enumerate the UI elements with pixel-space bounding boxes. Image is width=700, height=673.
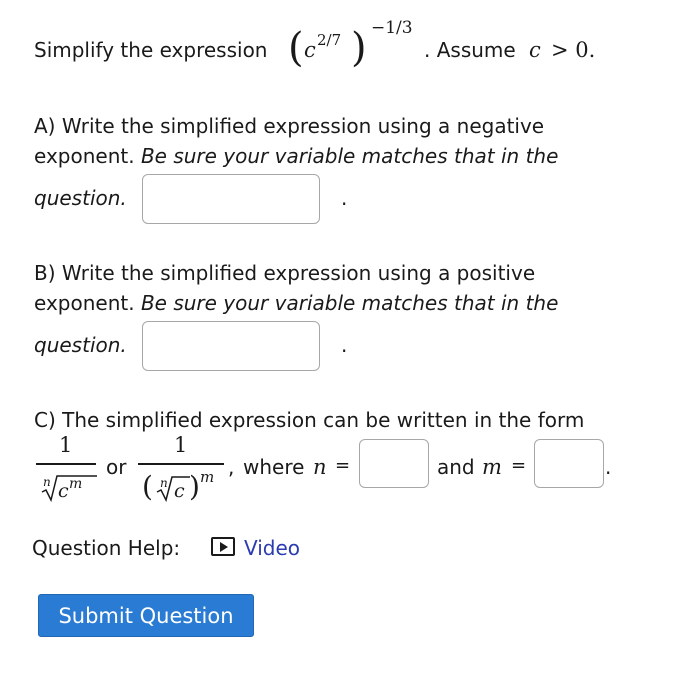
fraction1-bar (36, 463, 96, 465)
fraction2-open-paren: ( (142, 470, 153, 503)
close-paren: ) (351, 25, 367, 71)
inner-exponent: 2/7 (317, 31, 342, 49)
part-c-line1: C) The simplified expression can be written in the form (34, 408, 585, 432)
question-help-label: Question Help: (32, 536, 181, 560)
assume-variable: c (529, 38, 541, 62)
part-b-question-word: question. (34, 333, 127, 357)
part-a-exponent-text: exponent. (34, 144, 141, 168)
part-a-question-word: question. (34, 186, 127, 210)
base-variable: c (304, 38, 316, 62)
fraction1-radicand-exponent: m (69, 476, 83, 492)
where-text: where (243, 455, 305, 479)
assume-relation: > 0. (551, 38, 596, 62)
or-text: or (106, 455, 127, 479)
play-icon[interactable] (211, 537, 235, 556)
fraction2-close-paren: ) (189, 470, 200, 503)
fraction2-root-index: n (160, 476, 168, 490)
submit-question-button[interactable]: Submit Question (38, 594, 254, 637)
open-paren: ( (288, 25, 304, 71)
m-equals: = (511, 455, 527, 476)
answer-input-n[interactable] (359, 439, 429, 488)
video-link[interactable]: Video (244, 536, 301, 560)
fraction1-radicand: c (58, 480, 69, 502)
part-a-line1: A) Write the simplified expression using a negative (34, 114, 545, 138)
answer-input-a[interactable] (142, 174, 320, 224)
fraction2-bar (138, 463, 224, 465)
assume-prefix: . Assume (424, 38, 516, 62)
part-b-period: . (341, 333, 348, 357)
part-b-line1: B) Write the simplified expression using a positive (34, 261, 536, 285)
outer-exponent: −1/3 (371, 18, 413, 38)
fraction1-root-index: n (43, 475, 51, 489)
fraction2-outer-exponent: m (200, 468, 215, 486)
part-c-period: . (605, 455, 612, 479)
fraction2-radicand: c (174, 480, 185, 502)
fraction2-numerator: 1 (174, 433, 188, 457)
fraction1-numerator: 1 (59, 433, 73, 457)
answer-input-b[interactable] (142, 321, 320, 371)
part-b-instruction: Be sure your variable matches that in the (140, 291, 559, 315)
m-variable: m (482, 455, 502, 479)
question-intro: Simplify the expression (34, 38, 268, 62)
part-b-line2 (34, 291, 558, 315)
and-text: and (437, 455, 475, 479)
n-variable: n (313, 455, 327, 479)
n-equals: = (335, 455, 351, 476)
part-a-period: . (341, 186, 348, 210)
part-a-instruction: Be sure your variable matches that in the (140, 144, 559, 168)
comma: , (228, 455, 235, 479)
answer-input-m[interactable] (534, 439, 604, 488)
part-a-line2 (34, 144, 558, 168)
part-b-exponent-text: exponent. (34, 291, 141, 315)
